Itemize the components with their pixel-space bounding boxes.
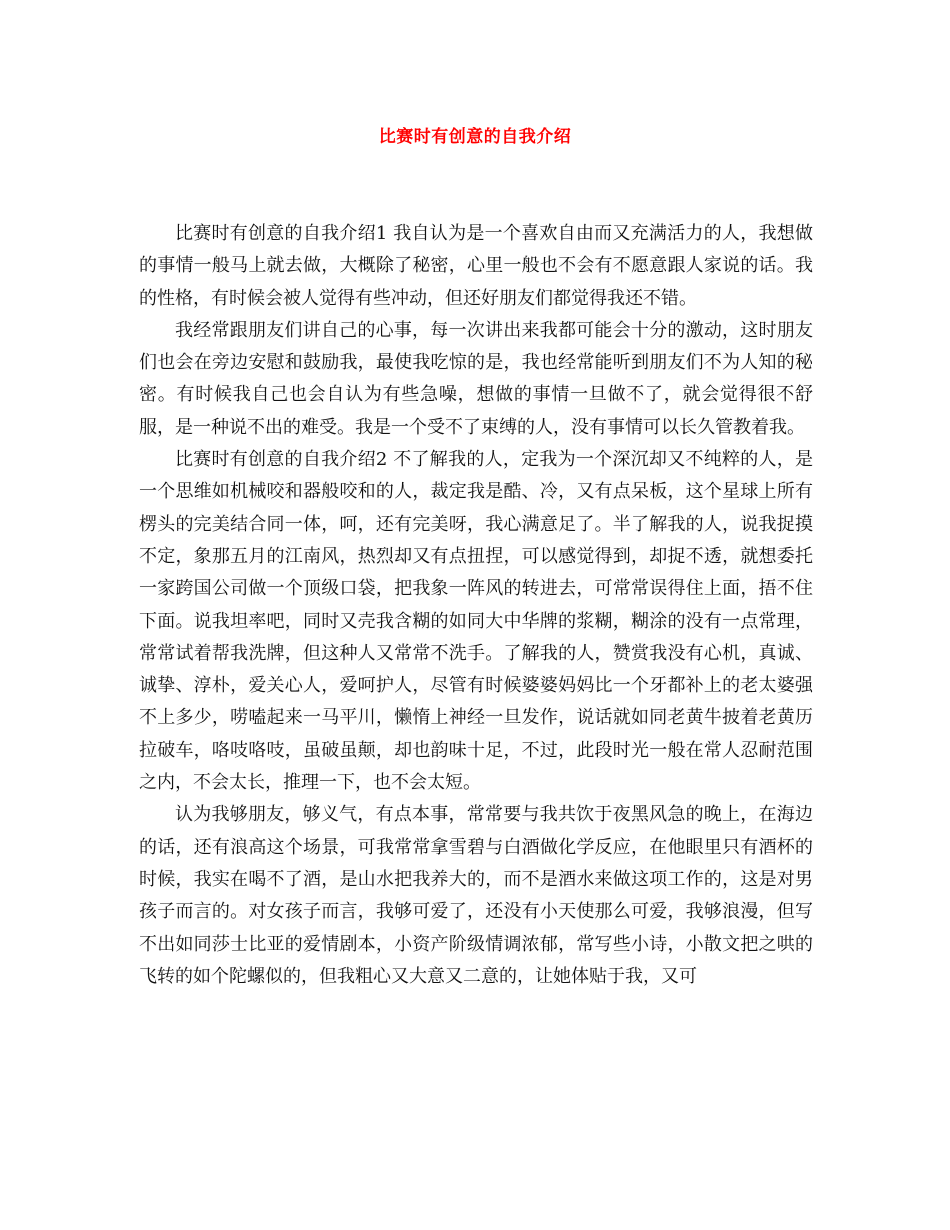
paragraph-4: 认为我够朋友，够义气，有点本事，常常要与我共饮于夜黑风急的晚上，在海边的话，还有浪高这个场景，可我常常拿雪碧与白酒做化学反应，在他眼里只有酒杯的时候，我实在喝不了酒，是山水把我养大的，而不是酒水来做这项工作的，这是对男孩子而言的。对女孩子而言，我够可爱了，还没有小天使那么可爱，我够浪漫，但写不出如同莎士比亚的爱情剧本，小资产阶级情调浓郁，常写些小诗，小散文把之哄的飞转的如个陀螺似的，但我粗心又大意又二意的，让她体贴于我，又可 bbox=[139, 804, 813, 987]
document-title: 比赛时有创意的自我介绍 bbox=[378, 127, 572, 147]
document-body bbox=[139, 218, 813, 993]
paragraph-1: 比赛时有创意的自我介绍1 我自认为是一个喜欢自由而又充满活力的人，我想做的事情一般马上就去做，大概除了秘密，心里一般也不会有不愿意跟人家说的话。我的性格，有时候会被人觉得有些冲动，但还好朋友们都觉得我还不错。 bbox=[139, 223, 813, 309]
paragraph-3: 比赛时有创意的自我介绍2 不了解我的人，定我为一个深沉却又不纯粹的人，是一个思维如机械咬和器般咬和的人，裁定我是酷、冷，又有点呆板，这个星球上所有楞头的完美结合同一体，呵，还有完美呀，我心满意足了。半了解我的人，说我捉摸不定，象那五月的江南风，热烈却又有点扭捏，可以感觉得到，却捉不透，就想委托一家跨国公司做一个顶级口袋，把我象一阵风的转进去，可常常误得住上面，捂不住下面。说我坦率吧，同时又壳我含糊的如同大中华牌的浆糊，糊涂的没有一点常理，常常试着帮我洗牌，但这种人又常常不洗手。了解我的人，赞赏我没有心机，真诚、诚挚、淳朴，爱关心人，爱呵护人，尽管有时候婆婆妈妈比一个牙都补上的老太婆强不上多少，唠嗑起来一马平川，懒惰上神经一旦发作，说话就如同老黄牛披着老黄历拉破车，咯吱咯吱，虽破虽颠，却也韵味十足，不过，此段时光一般在常人忍耐范围之内，不会太长，推理一下，也不会太短。 bbox=[139, 449, 813, 794]
paragraph-2: 我经常跟朋友们讲自己的心事，每一次讲出来我都可能会十分的激动，这时朋友们也会在旁边安慰和鼓励我，最使我吃惊的是，我也经常能听到朋友们不为人知的秘密。有时候我自己也会自认为有些急噪，想做的事情一旦做不了，就会觉得很不舒服，是一种说不出的难受。我是一个受不了束缚的人，没有事情可以长久管教着我。 bbox=[139, 319, 813, 438]
